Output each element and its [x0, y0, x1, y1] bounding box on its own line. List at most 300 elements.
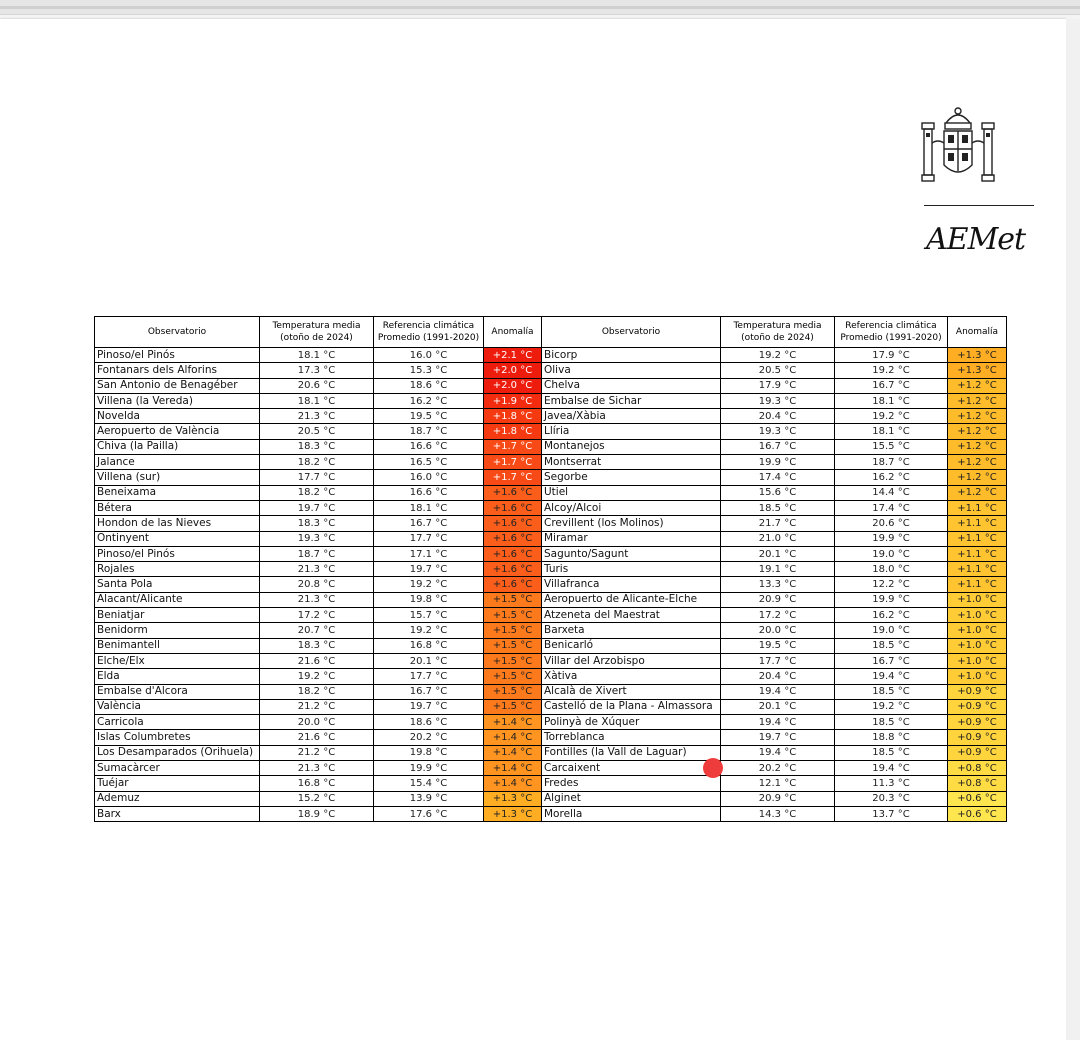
station-name: Benimantell: [95, 638, 260, 653]
reference-temperature: 16.6 °C: [374, 485, 484, 500]
mean-temperature: 19.2 °C: [260, 669, 374, 684]
reference-temperature: 18.7 °C: [374, 424, 484, 439]
reference-temperature: 16.2 °C: [374, 393, 484, 408]
reference-temperature: 15.4 °C: [374, 776, 484, 791]
station-name: Alcoy/Alcoi: [542, 500, 721, 515]
anomaly-value: +1.6 °C: [484, 531, 542, 546]
station-name: Santa Pola: [95, 577, 260, 592]
reference-temperature: 17.7 °C: [374, 669, 484, 684]
table-row: [95, 393, 1007, 408]
station-name: Beniatjar: [95, 608, 260, 623]
mean-temperature: 19.7 °C: [260, 500, 374, 515]
table-row: [95, 531, 1007, 546]
mean-temperature: 18.3 °C: [260, 638, 374, 653]
station-name: Embalse de Sichar: [542, 393, 721, 408]
mean-temperature: 21.3 °C: [260, 761, 374, 776]
station-name: Beneixama: [95, 485, 260, 500]
table-row: [95, 653, 1007, 668]
anomaly-value: +2.0 °C: [484, 378, 542, 393]
mean-temperature: 20.6 °C: [260, 378, 374, 393]
table-row: [95, 470, 1007, 485]
header-temp-line2-2: (otoño de 2024): [741, 333, 814, 343]
table-body: [95, 348, 1007, 822]
mean-temperature: 18.2 °C: [260, 684, 374, 699]
station-name: Ademuz: [95, 791, 260, 806]
table-row: [95, 562, 1007, 577]
anomaly-value: +0.9 °C: [948, 730, 1007, 745]
anomaly-value: +1.5 °C: [484, 684, 542, 699]
anomaly-value: +1.5 °C: [484, 699, 542, 714]
table-row: [95, 608, 1007, 623]
mean-temperature: 18.9 °C: [260, 806, 374, 821]
anomaly-value: +1.7 °C: [484, 439, 542, 454]
header-temp-line2: (otoño de 2024): [280, 333, 353, 343]
anomaly-value: +0.9 °C: [948, 745, 1007, 760]
reference-temperature: 16.0 °C: [374, 470, 484, 485]
mean-temperature: 20.0 °C: [721, 623, 835, 638]
anomaly-value: +0.6 °C: [948, 791, 1007, 806]
mean-temperature: 20.8 °C: [260, 577, 374, 592]
mean-temperature: 14.3 °C: [721, 806, 835, 821]
station-name: Bicorp: [542, 348, 721, 363]
anomaly-value: +1.3 °C: [484, 791, 542, 806]
table-row: [95, 623, 1007, 638]
mean-temperature: 19.3 °C: [721, 424, 835, 439]
anomaly-value: +1.0 °C: [948, 669, 1007, 684]
station-name: San Antonio de Benagéber: [95, 378, 260, 393]
mean-temperature: 21.3 °C: [260, 562, 374, 577]
station-name: Los Desamparados (Orihuela): [95, 745, 260, 760]
table-row: [95, 699, 1007, 714]
reference-temperature: 19.9 °C: [835, 592, 948, 607]
station-name: Llíria: [542, 424, 721, 439]
reference-temperature: 17.6 °C: [374, 806, 484, 821]
reference-temperature: 13.7 °C: [835, 806, 948, 821]
station-name: Sagunto/Sagunt: [542, 546, 721, 561]
red-touch-indicator: [703, 758, 723, 778]
mean-temperature: 20.9 °C: [721, 592, 835, 607]
mean-temperature: 15.2 °C: [260, 791, 374, 806]
header-observatorio-2: Observatorio: [542, 317, 721, 348]
anomaly-value: +1.3 °C: [948, 348, 1007, 363]
anomaly-value: +1.5 °C: [484, 592, 542, 607]
station-name: Aeropuerto de Alicante-Elche: [542, 592, 721, 607]
station-name: Novelda: [95, 409, 260, 424]
mean-temperature: 18.5 °C: [721, 500, 835, 515]
reference-temperature: 16.0 °C: [374, 348, 484, 363]
mean-temperature: 17.3 °C: [260, 363, 374, 378]
station-name: Aeropuerto de València: [95, 424, 260, 439]
table-row: [95, 485, 1007, 500]
reference-temperature: 16.2 °C: [835, 470, 948, 485]
station-name: Castelló de la Plana - Almassora: [542, 699, 721, 714]
station-name: Segorbe: [542, 470, 721, 485]
anomaly-value: +1.1 °C: [948, 516, 1007, 531]
station-name: Jalance: [95, 455, 260, 470]
mean-temperature: 20.2 °C: [721, 761, 835, 776]
anomaly-value: +1.6 °C: [484, 562, 542, 577]
reference-temperature: 13.9 °C: [374, 791, 484, 806]
station-name: Utiel: [542, 485, 721, 500]
station-name: Torreblanca: [542, 730, 721, 745]
anomaly-value: +1.2 °C: [948, 393, 1007, 408]
mean-temperature: 21.2 °C: [260, 699, 374, 714]
station-name: Elda: [95, 669, 260, 684]
anomaly-value: +1.6 °C: [484, 516, 542, 531]
mean-temperature: 18.1 °C: [260, 348, 374, 363]
anomaly-value: +1.2 °C: [948, 424, 1007, 439]
mean-temperature: 19.1 °C: [721, 562, 835, 577]
table-row: [95, 684, 1007, 699]
anomaly-value: +1.2 °C: [948, 409, 1007, 424]
reference-temperature: 20.3 °C: [835, 791, 948, 806]
temperature-anomaly-table: [94, 316, 1007, 822]
anomaly-value: +1.1 °C: [948, 562, 1007, 577]
station-name: Alacant/Alicante: [95, 592, 260, 607]
mean-temperature: 19.3 °C: [260, 531, 374, 546]
mean-temperature: 17.7 °C: [721, 653, 835, 668]
reference-temperature: 16.7 °C: [374, 516, 484, 531]
station-name: Villena (sur): [95, 470, 260, 485]
table-row: [95, 745, 1007, 760]
spain-coat-of-arms-icon: [920, 103, 996, 195]
anomaly-value: +1.4 °C: [484, 730, 542, 745]
reference-temperature: 20.2 °C: [374, 730, 484, 745]
reference-temperature: 17.9 °C: [835, 348, 948, 363]
mean-temperature: 15.6 °C: [721, 485, 835, 500]
anomaly-value: +1.2 °C: [948, 439, 1007, 454]
reference-temperature: 16.7 °C: [835, 653, 948, 668]
mean-temperature: 20.4 °C: [721, 409, 835, 424]
station-name: Islas Columbretes: [95, 730, 260, 745]
mean-temperature: 19.5 °C: [721, 638, 835, 653]
table-row: [95, 546, 1007, 561]
mean-temperature: 19.3 °C: [721, 393, 835, 408]
anomaly-value: +1.1 °C: [948, 531, 1007, 546]
reference-temperature: 16.6 °C: [374, 439, 484, 454]
mean-temperature: 21.7 °C: [721, 516, 835, 531]
station-name: València: [95, 699, 260, 714]
mean-temperature: 19.4 °C: [721, 745, 835, 760]
anomaly-value: +2.1 °C: [484, 348, 542, 363]
anomaly-value: +1.6 °C: [484, 577, 542, 592]
table-row: [95, 577, 1007, 592]
anomaly-value: +1.2 °C: [948, 485, 1007, 500]
anomaly-value: +1.6 °C: [484, 500, 542, 515]
mean-temperature: 17.2 °C: [260, 608, 374, 623]
anomaly-value: +1.4 °C: [484, 761, 542, 776]
station-name: Hondon de las Nieves: [95, 516, 260, 531]
station-name: Turis: [542, 562, 721, 577]
table-row: [95, 363, 1007, 378]
mean-temperature: 18.3 °C: [260, 516, 374, 531]
reference-temperature: 19.2 °C: [374, 623, 484, 638]
mean-temperature: 21.6 °C: [260, 730, 374, 745]
station-name: Alginet: [542, 791, 721, 806]
anomaly-value: +0.9 °C: [948, 699, 1007, 714]
mean-temperature: 16.8 °C: [260, 776, 374, 791]
reference-temperature: 18.5 °C: [835, 745, 948, 760]
anomaly-value: +1.6 °C: [484, 485, 542, 500]
anomaly-value: +1.0 °C: [948, 653, 1007, 668]
table-row: [95, 776, 1007, 791]
mean-temperature: 21.0 °C: [721, 531, 835, 546]
top-bar-strip: [0, 6, 1080, 9]
reference-temperature: 19.8 °C: [374, 745, 484, 760]
table-row: [95, 424, 1007, 439]
station-name: Fredes: [542, 776, 721, 791]
table-row: [95, 455, 1007, 470]
mean-temperature: 20.7 °C: [260, 623, 374, 638]
table-row: [95, 592, 1007, 607]
anomaly-value: +1.3 °C: [948, 363, 1007, 378]
anomaly-value: +1.3 °C: [484, 806, 542, 821]
station-name: Oliva: [542, 363, 721, 378]
mean-temperature: 19.9 °C: [721, 455, 835, 470]
reference-temperature: 16.7 °C: [835, 378, 948, 393]
reference-temperature: 18.1 °C: [835, 424, 948, 439]
station-name: Morella: [542, 806, 721, 821]
station-name: Tuéjar: [95, 776, 260, 791]
anomaly-value: +1.5 °C: [484, 623, 542, 638]
reference-temperature: 20.6 °C: [835, 516, 948, 531]
header-temp-media-2: [721, 317, 835, 348]
station-name: Barx: [95, 806, 260, 821]
reference-temperature: 18.5 °C: [835, 638, 948, 653]
mean-temperature: 20.5 °C: [721, 363, 835, 378]
table-row: [95, 806, 1007, 821]
mean-temperature: 21.2 °C: [260, 745, 374, 760]
anomaly-value: +0.9 °C: [948, 715, 1007, 730]
mean-temperature: 19.4 °C: [721, 715, 835, 730]
anomaly-value: +1.7 °C: [484, 470, 542, 485]
table-row: [95, 516, 1007, 531]
header-temp-line1-2: Temperatura media: [733, 321, 822, 331]
mean-temperature: 20.1 °C: [721, 546, 835, 561]
reference-temperature: 16.7 °C: [374, 684, 484, 699]
station-name: Fontilles (la Vall de Laguar): [542, 745, 721, 760]
anomaly-value: +1.2 °C: [948, 378, 1007, 393]
anomaly-value: +1.0 °C: [948, 638, 1007, 653]
station-name: Villafranca: [542, 577, 721, 592]
reference-temperature: 18.1 °C: [374, 500, 484, 515]
station-name: Embalse d'Alcora: [95, 684, 260, 699]
table-row: [95, 715, 1007, 730]
mean-temperature: 20.5 °C: [260, 424, 374, 439]
station-name: Crevillent (los Molinos): [542, 516, 721, 531]
anomaly-value: +1.1 °C: [948, 546, 1007, 561]
anomaly-value: +0.8 °C: [948, 761, 1007, 776]
mean-temperature: 21.3 °C: [260, 592, 374, 607]
reference-temperature: 18.5 °C: [835, 684, 948, 699]
reference-temperature: 18.7 °C: [835, 455, 948, 470]
station-name: Javea/Xàbia: [542, 409, 721, 424]
scrollbar-track[interactable]: [1066, 19, 1080, 1040]
station-name: Barxeta: [542, 623, 721, 638]
reference-temperature: 19.7 °C: [374, 562, 484, 577]
station-name: Bétera: [95, 500, 260, 515]
station-name: Ontinyent: [95, 531, 260, 546]
anomaly-value: +1.0 °C: [948, 623, 1007, 638]
anomaly-value: +1.7 °C: [484, 455, 542, 470]
header-ref-line1: Referencia climática: [382, 321, 475, 331]
reference-temperature: 16.2 °C: [835, 608, 948, 623]
anomaly-value: +1.5 °C: [484, 608, 542, 623]
reference-temperature: 19.2 °C: [374, 577, 484, 592]
header-referencia: [374, 317, 484, 348]
reference-temperature: 14.4 °C: [835, 485, 948, 500]
header-observatorio: Observatorio: [95, 317, 260, 348]
station-name: Montanejos: [542, 439, 721, 454]
anomaly-value: +1.4 °C: [484, 715, 542, 730]
mean-temperature: 20.9 °C: [721, 791, 835, 806]
station-name: Pinoso/el Pinós: [95, 546, 260, 561]
anomaly-value: +1.5 °C: [484, 638, 542, 653]
mean-temperature: 18.2 °C: [260, 455, 374, 470]
anomaly-value: +1.8 °C: [484, 424, 542, 439]
station-name: Pinoso/el Pinós: [95, 348, 260, 363]
anomaly-value: +1.9 °C: [484, 393, 542, 408]
header-ref-line2-2: Promedio (1991-2020): [840, 333, 942, 343]
header-anomalia-2: Anomalía: [948, 317, 1007, 348]
header-ref-line1-2: Referencia climática: [845, 321, 937, 331]
reference-temperature: 19.4 °C: [835, 761, 948, 776]
table-row: [95, 761, 1007, 776]
table-row: [95, 500, 1007, 515]
station-name: Fontanars dels Alforins: [95, 363, 260, 378]
station-name: Elche/Elx: [95, 653, 260, 668]
mean-temperature: 20.0 °C: [260, 715, 374, 730]
header-anomalia: Anomalía: [484, 317, 542, 348]
reference-temperature: 15.7 °C: [374, 608, 484, 623]
reference-temperature: 18.6 °C: [374, 715, 484, 730]
anomaly-value: +1.1 °C: [948, 500, 1007, 515]
reference-temperature: 19.8 °C: [374, 592, 484, 607]
mean-temperature: 20.4 °C: [721, 669, 835, 684]
anomaly-value: +0.9 °C: [948, 684, 1007, 699]
anomaly-value: +1.1 °C: [948, 577, 1007, 592]
reference-temperature: 19.9 °C: [835, 531, 948, 546]
station-name: Chelva: [542, 378, 721, 393]
reference-temperature: 19.7 °C: [374, 699, 484, 714]
reference-temperature: 18.0 °C: [835, 562, 948, 577]
aemet-logo: AEMet: [926, 222, 1026, 257]
station-name: Xàtiva: [542, 669, 721, 684]
header-temp-media: [260, 317, 374, 348]
reference-temperature: 19.0 °C: [835, 623, 948, 638]
station-name: Montserrat: [542, 455, 721, 470]
table-header-row: [95, 317, 1007, 348]
mean-temperature: 17.9 °C: [721, 378, 835, 393]
station-name: Atzeneta del Maestrat: [542, 608, 721, 623]
station-name: Polinyà de Xúquer: [542, 715, 721, 730]
mean-temperature: 17.2 °C: [721, 608, 835, 623]
table-row: [95, 791, 1007, 806]
station-name: Villar del Arzobispo: [542, 653, 721, 668]
reference-temperature: 18.8 °C: [835, 730, 948, 745]
table-row: [95, 378, 1007, 393]
station-name: Miramar: [542, 531, 721, 546]
reference-temperature: 18.6 °C: [374, 378, 484, 393]
reference-temperature: 19.5 °C: [374, 409, 484, 424]
table-row: [95, 409, 1007, 424]
station-name: Villena (la Vereda): [95, 393, 260, 408]
table-row: [95, 439, 1007, 454]
mean-temperature: 18.2 °C: [260, 485, 374, 500]
reference-temperature: 18.5 °C: [835, 715, 948, 730]
station-name: Carcaixent: [542, 761, 721, 776]
mean-temperature: 19.2 °C: [721, 348, 835, 363]
mean-temperature: 16.7 °C: [721, 439, 835, 454]
reference-temperature: 17.4 °C: [835, 500, 948, 515]
reference-temperature: 17.1 °C: [374, 546, 484, 561]
table-row: [95, 730, 1007, 745]
mean-temperature: 19.4 °C: [721, 684, 835, 699]
reference-temperature: 15.3 °C: [374, 363, 484, 378]
mean-temperature: 18.1 °C: [260, 393, 374, 408]
mean-temperature: 21.6 °C: [260, 653, 374, 668]
reference-temperature: 19.2 °C: [835, 363, 948, 378]
anomaly-value: +0.8 °C: [948, 776, 1007, 791]
anomaly-value: +1.5 °C: [484, 669, 542, 684]
anomaly-value: +1.6 °C: [484, 546, 542, 561]
reference-temperature: 17.7 °C: [374, 531, 484, 546]
header-ref-line2: Promedio (1991-2020): [377, 333, 480, 343]
reference-temperature: 19.4 °C: [835, 669, 948, 684]
mean-temperature: 20.1 °C: [721, 699, 835, 714]
mean-temperature: 18.7 °C: [260, 546, 374, 561]
reference-temperature: 12.2 °C: [835, 577, 948, 592]
mean-temperature: 19.7 °C: [721, 730, 835, 745]
reference-temperature: 18.1 °C: [835, 393, 948, 408]
header-referencia-2: [835, 317, 948, 348]
station-name: Benicarló: [542, 638, 721, 653]
anomaly-value: +2.0 °C: [484, 363, 542, 378]
anomaly-value: +1.4 °C: [484, 745, 542, 760]
reference-temperature: 11.3 °C: [835, 776, 948, 791]
mean-temperature: 13.3 °C: [721, 577, 835, 592]
mean-temperature: 12.1 °C: [721, 776, 835, 791]
browser-top-bar: [0, 0, 1080, 15]
table-row: [95, 638, 1007, 653]
table-row: [95, 669, 1007, 684]
station-name: Benidorm: [95, 623, 260, 638]
header-temp-line1: Temperatura media: [272, 321, 361, 331]
logo-divider: [924, 205, 1034, 206]
table-row: [95, 348, 1007, 363]
reference-temperature: 19.2 °C: [835, 699, 948, 714]
reference-temperature: 15.5 °C: [835, 439, 948, 454]
anomaly-value: +1.5 °C: [484, 653, 542, 668]
anomaly-value: +0.6 °C: [948, 806, 1007, 821]
reference-temperature: 20.1 °C: [374, 653, 484, 668]
reference-temperature: 19.9 °C: [374, 761, 484, 776]
reference-temperature: 19.2 °C: [835, 409, 948, 424]
station-name: Chiva (la Pailla): [95, 439, 260, 454]
anomaly-value: +1.4 °C: [484, 776, 542, 791]
station-name: Carricola: [95, 715, 260, 730]
reference-temperature: 16.8 °C: [374, 638, 484, 653]
reference-temperature: 19.0 °C: [835, 546, 948, 561]
station-name: Rojales: [95, 562, 260, 577]
station-name: Alcalà de Xivert: [542, 684, 721, 699]
reference-temperature: 16.5 °C: [374, 455, 484, 470]
mean-temperature: 17.4 °C: [721, 470, 835, 485]
mean-temperature: 21.3 °C: [260, 409, 374, 424]
mean-temperature: 18.3 °C: [260, 439, 374, 454]
anomaly-value: +1.2 °C: [948, 455, 1007, 470]
mean-temperature: 17.7 °C: [260, 470, 374, 485]
